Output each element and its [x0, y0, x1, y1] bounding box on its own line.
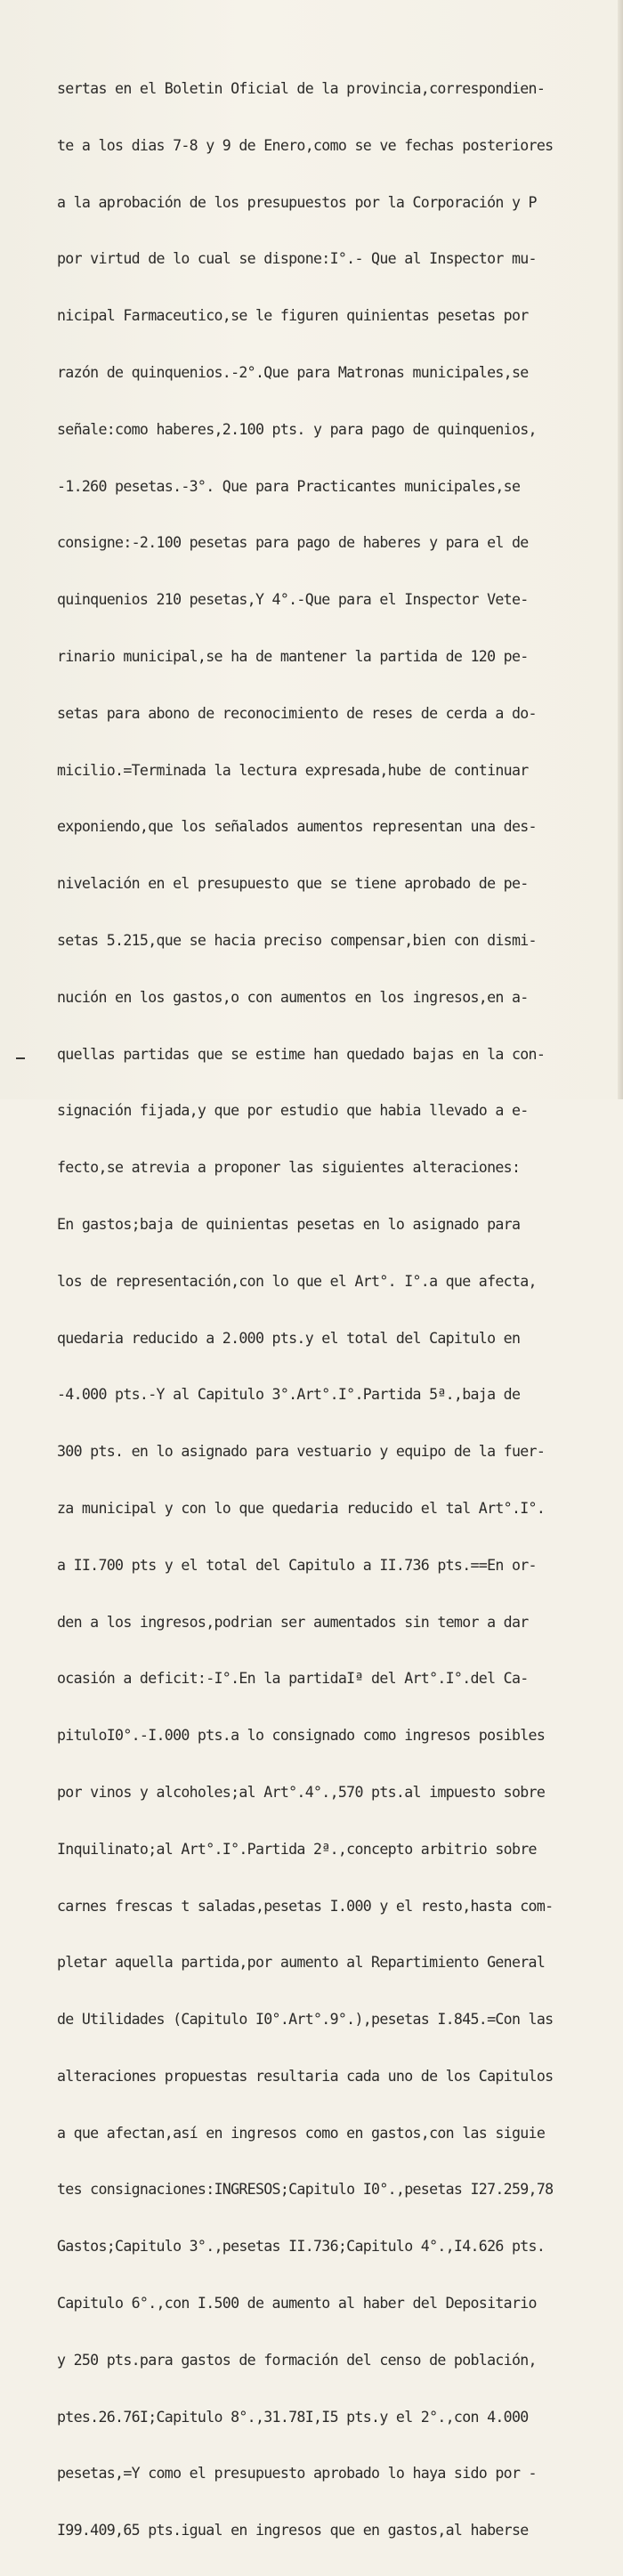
margin-dash-mark: [16, 1057, 25, 1059]
text-line: quinquenios 210 pesetas,Y 4°.-Que para el Inspector Vete-: [57, 591, 529, 609]
text-line: ocasión a deficit:-I°.En la partidaIª del Art°.I°.del Ca-: [57, 1670, 529, 1688]
text-line: nicipal Farmaceutico,se le figuren quinientas pesetas por: [57, 307, 529, 325]
text-line: razón de quinquenios.-2°.Que para Matronas municipales,se: [57, 363, 529, 381]
text-line: a que afectan,así en ingresos como en gastos,con las siguie: [57, 2124, 546, 2142]
text-line: Capitulo 6°.,con I.500 de aumento al haber del Depositario: [57, 2295, 537, 2313]
text-line: setas para abono de reconocimiento de reses de cerda a do-: [57, 704, 537, 722]
text-line: pesetas,=Y como el presupuesto aprobado lo haya sido por -: [57, 2465, 537, 2483]
text-line: 300 pts. en lo asignado para vestuario y equipo de la fuer-: [57, 1443, 546, 1461]
text-line: consigne:-2.100 pesetas para pago de haberes y para el de: [57, 534, 529, 552]
text-line: por vinos y alcoholes;al Art°.4°.,570 pts.al impuesto sobre: [57, 1783, 546, 1801]
text-line: Inquilinato;al Art°.I°.Partida 2ª.,concepto arbitrio sobre: [57, 1840, 537, 1858]
typed-text-block: [57, 44, 619, 2576]
text-line: tes consignaciones:INGRESOS;Capitulo I0°.,pesetas I27.259,78: [57, 2181, 554, 2199]
text-line: nución en los gastos,o con aumentos en los ingresos,en a-: [57, 988, 529, 1006]
text-line: a II.700 pts y el total del Capitulo a II.736 pts.==En or-: [57, 1556, 537, 1574]
text-line: sertas en el Boletin Oficial de la provincia,correspondien-: [57, 80, 546, 97]
text-line: alteraciones propuestas resultaria cada uno de los Capitulos: [57, 2067, 554, 2085]
text-line: exponiendo,que los señalados aumentos representan una des-: [57, 818, 537, 836]
text-line: nivelación en el presupuesto que se tiene aprobado de pe-: [57, 875, 529, 893]
text-line: quedaria reducido a 2.000 pts.y el total del Capitulo en: [57, 1329, 521, 1347]
text-line: signación fijada,y que por estudio que habia llevado a e-: [57, 1102, 529, 1120]
text-line: ptes.26.76I;Capitulo 8°.,31.78I,I5 pts.y el 2°.,con 4.000: [57, 2408, 529, 2426]
text-line: micilio.=Terminada la lectura expresada,hube de continuar: [57, 761, 529, 779]
text-line: -1.260 pesetas.-3°. Que para Practicantes municipales,se: [57, 477, 521, 495]
text-line: pituloI0°.-I.000 pts.a lo consignado como ingresos posibles: [57, 1727, 546, 1745]
text-line: -4.000 pts.-Y al Capitulo 3°.Art°.I°.Partida 5ª.,baja de: [57, 1386, 521, 1404]
text-line: Gastos;Capitulo 3°.,pesetas II.736;Capitulo 4°.,I4.626 pts.: [57, 2238, 546, 2256]
text-line: rinario municipal,se ha de mantener la partida de 120 pe-: [57, 647, 529, 665]
text-line: den a los ingresos,podrian ser aumentados sin temor a dar: [57, 1613, 529, 1631]
text-line: za municipal y con lo que quedaria reducido el tal Art°.I°.: [57, 1499, 546, 1517]
text-line: te a los dias 7-8 y 9 de Enero,como se ve fechas posteriores: [57, 136, 554, 154]
text-line: setas 5.215,que se hacia preciso compensar,bien con dismi-: [57, 931, 537, 949]
text-line: I99.409,65 pts.igual en ingresos que en gastos,al haberse: [57, 2522, 529, 2540]
text-line: carnes frescas t saladas,pesetas I.000 y el resto,hasta com-: [57, 1897, 554, 1915]
text-line: fecto,se atrevia a proponer las siguientes alteraciones:: [57, 1159, 521, 1177]
text-line: pletar aquella partida,por aumento al Repartimiento General: [57, 1954, 546, 1972]
text-line: por virtud de lo cual se dispone:I°.- Que al Inspector mu-: [57, 250, 537, 268]
text-line: señale:como haberes,2.100 pts. y para pago de quinquenios,: [57, 420, 537, 438]
text-line: los de representación,con lo que el Art°. I°.a que afecta,: [57, 1272, 537, 1290]
text-line: quellas partidas que se estime han quedado bajas en la con-: [57, 1045, 546, 1063]
text-line: a la aprobación de los presupuestos por la Corporación y P: [57, 193, 537, 211]
text-line: En gastos;baja de quinientas pesetas en lo asignado para: [57, 1215, 521, 1233]
text-line: de Utilidades (Capitulo I0°.Art°.9°.),pesetas I.845.=Con las: [57, 2011, 554, 2029]
text-line: y 250 pts.para gastos de formación del censo de población,: [57, 2351, 537, 2369]
